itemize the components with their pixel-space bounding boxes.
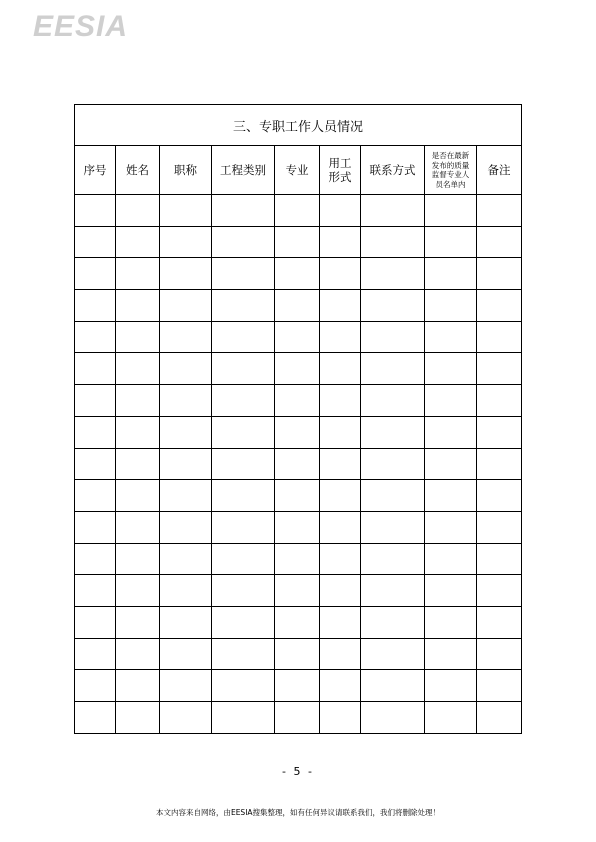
table-cell[interactable] [116,416,160,448]
table-cell[interactable] [275,385,320,417]
table-cell[interactable] [75,385,116,417]
col-header-category: 工程类别 [212,146,275,195]
table-cell[interactable] [75,416,116,448]
table-cell[interactable] [425,416,477,448]
table-cell[interactable] [425,480,477,512]
table-cell[interactable] [320,195,361,227]
table-cell[interactable] [160,385,212,417]
header-row [75,146,522,195]
table-cell[interactable] [320,670,361,702]
table-cell[interactable] [320,416,361,448]
table-cell[interactable] [477,385,522,417]
table-cell[interactable] [75,575,116,607]
table-cell[interactable] [361,448,425,480]
table-body [75,195,522,734]
table-cell[interactable] [477,258,522,290]
table-cell[interactable] [160,606,212,638]
table-row [75,480,522,512]
col-header-employment [320,146,361,195]
table-cell[interactable] [361,638,425,670]
table-cell[interactable] [425,702,477,734]
page-number: - 5 - [282,765,314,778]
col-header-remarks: 备注 [477,146,522,195]
table-cell[interactable] [425,321,477,353]
table-cell[interactable] [75,511,116,543]
table-cell[interactable] [361,543,425,575]
table-cell[interactable] [75,448,116,480]
table-cell[interactable] [75,353,116,385]
table-cell[interactable] [160,416,212,448]
table-cell[interactable] [477,511,522,543]
table-cell[interactable] [361,416,425,448]
table-cell[interactable] [275,290,320,322]
table-cell[interactable] [116,353,160,385]
table-cell[interactable] [116,290,160,322]
table-cell[interactable] [361,385,425,417]
table-cell[interactable] [320,258,361,290]
table-cell[interactable] [212,638,275,670]
table-cell[interactable] [160,321,212,353]
table-cell[interactable] [116,258,160,290]
table-cell[interactable] [212,480,275,512]
table-row [75,448,522,480]
table-cell[interactable] [212,385,275,417]
table-cell[interactable] [160,575,212,607]
table-cell[interactable] [212,702,275,734]
table-cell[interactable] [425,258,477,290]
table-cell[interactable] [116,575,160,607]
col-header-contact: 联系方式 [361,146,425,195]
table-cell[interactable] [320,575,361,607]
table-cell[interactable] [425,385,477,417]
table-cell[interactable] [275,416,320,448]
table-cell[interactable] [361,670,425,702]
table-cell[interactable] [361,258,425,290]
table-cell[interactable] [160,543,212,575]
table-cell[interactable] [275,448,320,480]
table-row [75,606,522,638]
table-cell[interactable] [477,321,522,353]
footer-note: 本文内容来自网络，由EESIA搜集整理，如有任何异议请联系我们，我们将删除处理！ [155,808,441,817]
table-cell[interactable] [425,670,477,702]
table-cell[interactable] [75,670,116,702]
table-cell[interactable] [275,195,320,227]
table-cell[interactable] [320,511,361,543]
table-cell[interactable] [212,226,275,258]
col-header-on-list-line: 监督专业人 [431,170,470,179]
table-cell[interactable] [160,670,212,702]
table-cell[interactable] [116,670,160,702]
table-cell[interactable] [320,480,361,512]
table-cell[interactable] [425,511,477,543]
table-cell[interactable] [160,195,212,227]
table-cell[interactable] [477,226,522,258]
table-row [75,258,522,290]
table-cell[interactable] [275,480,320,512]
table-cell[interactable] [320,290,361,322]
table-cell[interactable] [477,416,522,448]
table-cell[interactable] [425,226,477,258]
table-cell[interactable] [212,195,275,227]
table-cell[interactable] [425,575,477,607]
table-cell[interactable] [212,448,275,480]
table-cell[interactable] [116,480,160,512]
table-cell[interactable] [425,638,477,670]
table-cell[interactable] [160,353,212,385]
table-cell[interactable] [116,638,160,670]
table-row [75,226,522,258]
table-cell[interactable] [116,321,160,353]
table-cell[interactable] [116,606,160,638]
table-cell[interactable] [75,290,116,322]
table-cell[interactable] [275,606,320,638]
table-row [75,702,522,734]
table-cell[interactable] [116,195,160,227]
col-header-employment-line: 用工 [328,156,352,170]
table-cell[interactable] [361,575,425,607]
table-cell[interactable] [212,575,275,607]
table-cell[interactable] [361,290,425,322]
table-cell[interactable] [212,353,275,385]
table-row [75,638,522,670]
table-cell[interactable] [425,606,477,638]
table-cell[interactable] [477,638,522,670]
table-cell[interactable] [116,448,160,480]
section-title: 三、专职工作人员情况 [75,105,522,146]
table-cell[interactable] [75,606,116,638]
col-header-title: 职称 [160,146,212,195]
table-cell[interactable] [477,353,522,385]
table-cell[interactable] [160,638,212,670]
table-cell[interactable] [320,321,361,353]
table-cell[interactable] [361,353,425,385]
table-cell[interactable] [477,670,522,702]
table-cell[interactable] [212,606,275,638]
table-cell[interactable] [75,226,116,258]
table-cell[interactable] [212,670,275,702]
eesia-logo: EESIA [33,10,129,43]
table-cell[interactable] [275,226,320,258]
table-row [75,543,522,575]
table-cell[interactable] [425,290,477,322]
table-cell[interactable] [275,670,320,702]
table-cell[interactable] [320,448,361,480]
table-cell[interactable] [212,416,275,448]
table-cell[interactable] [361,321,425,353]
table-cell[interactable] [116,511,160,543]
table-cell[interactable] [275,575,320,607]
staff-table [74,104,522,734]
table-cell[interactable] [116,543,160,575]
table-row [75,353,522,385]
table-cell[interactable] [320,702,361,734]
table-cell[interactable] [160,448,212,480]
table-cell[interactable] [320,606,361,638]
table-cell[interactable] [477,575,522,607]
table-cell[interactable] [320,353,361,385]
table-cell[interactable] [477,702,522,734]
col-header-employment-line: 形式 [328,170,352,184]
table-cell[interactable] [75,258,116,290]
table-cell[interactable] [320,226,361,258]
table-cell[interactable] [160,258,212,290]
table-cell[interactable] [275,511,320,543]
table-cell[interactable] [75,702,116,734]
table-cell[interactable] [116,226,160,258]
table-cell[interactable] [160,702,212,734]
table-cell[interactable] [425,353,477,385]
table-cell[interactable] [116,702,160,734]
col-header-on-list-line: 发布的质量 [431,160,470,170]
table-cell[interactable] [75,638,116,670]
table-cell[interactable] [477,290,522,322]
table-row [75,321,522,353]
table-cell[interactable] [361,702,425,734]
table-cell[interactable] [320,385,361,417]
table-cell[interactable] [477,480,522,512]
table-cell[interactable] [75,480,116,512]
table-row [75,290,522,322]
table-cell[interactable] [361,480,425,512]
col-header-on-list-line: 是否在最新 [431,151,470,160]
table-cell[interactable] [212,321,275,353]
col-header-name: 姓名 [116,146,160,195]
table-cell[interactable] [275,638,320,670]
table-row [75,575,522,607]
table-row [75,385,522,417]
table-cell[interactable] [361,226,425,258]
table-cell[interactable] [160,480,212,512]
table-cell[interactable] [212,290,275,322]
table-cell[interactable] [275,543,320,575]
table-cell[interactable] [477,606,522,638]
table-cell[interactable] [75,195,116,227]
col-header-on-list-line: 员名单内 [435,179,466,189]
table-cell[interactable] [477,448,522,480]
col-header-on-list [425,146,477,195]
table-row [75,670,522,702]
table-cell[interactable] [116,385,160,417]
table-cell[interactable] [361,511,425,543]
table-cell[interactable] [75,543,116,575]
table-cell[interactable] [160,511,212,543]
col-header-major: 专业 [275,146,320,195]
table-row [75,416,522,448]
table-cell[interactable] [425,543,477,575]
table-row [75,511,522,543]
title-row [75,105,522,146]
table-cell[interactable] [160,226,212,258]
table-cell[interactable] [361,195,425,227]
table-cell[interactable] [212,543,275,575]
table-cell[interactable] [75,321,116,353]
table-cell[interactable] [275,321,320,353]
col-header-seq: 序号 [75,146,116,195]
table-row [75,195,522,227]
table-cell[interactable] [361,606,425,638]
table-cell[interactable] [275,353,320,385]
table-cell[interactable] [425,448,477,480]
table-cell[interactable] [477,543,522,575]
table-cell[interactable] [212,258,275,290]
table-cell[interactable] [320,638,361,670]
table-cell[interactable] [275,258,320,290]
table-cell[interactable] [212,511,275,543]
table-cell[interactable] [320,543,361,575]
table-cell[interactable] [275,702,320,734]
table-cell[interactable] [425,195,477,227]
table-cell[interactable] [477,195,522,227]
table-cell[interactable] [160,290,212,322]
